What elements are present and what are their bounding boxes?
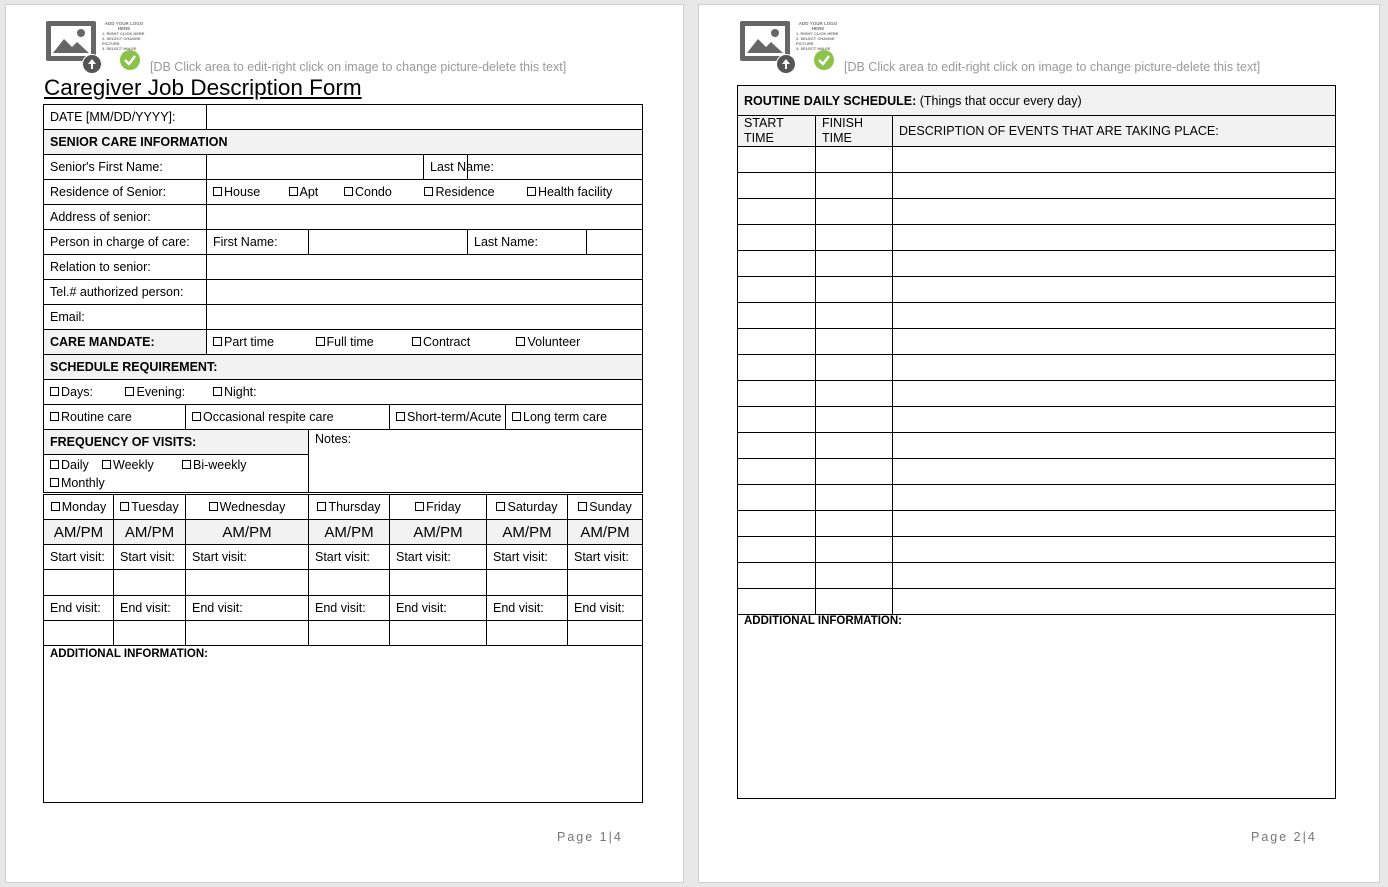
document-page-2 <box>698 4 1380 883</box>
description-field[interactable] <box>893 173 1336 199</box>
finish-time-field[interactable] <box>816 381 893 407</box>
finish-time-field[interactable] <box>816 251 893 277</box>
start-time-field[interactable] <box>738 303 816 329</box>
notes-label: Notes: <box>315 432 352 446</box>
additional-info-field[interactable] <box>44 646 643 803</box>
start-time-field[interactable] <box>738 511 816 537</box>
description-field[interactable] <box>893 199 1336 225</box>
relation-field[interactable] <box>207 255 643 280</box>
finish-time-field[interactable] <box>816 355 893 381</box>
start-visit-field[interactable] <box>309 570 390 596</box>
end-visit-field[interactable] <box>114 621 186 646</box>
start-time-field[interactable] <box>738 277 816 303</box>
care-type-routine[interactable]: Routine care <box>44 405 186 430</box>
day-friday[interactable]: Friday <box>390 495 487 520</box>
residence-label: Residence of Senior: <box>44 180 207 205</box>
person-in-charge-label: Person in charge of care: <box>44 230 207 255</box>
checkbox-icon[interactable] <box>344 187 353 196</box>
start-time-field[interactable] <box>738 225 816 251</box>
frequency-option-monthly[interactable]: Monthly <box>50 474 105 492</box>
start-time-field[interactable] <box>738 173 816 199</box>
end-visit-label: End visit: <box>44 596 114 621</box>
care-type-long-term[interactable]: Long term care <box>506 405 643 430</box>
frequency-option-bi-weekly[interactable]: Bi-weekly <box>182 456 247 474</box>
checkbox-icon[interactable] <box>317 502 326 511</box>
checkbox-icon[interactable] <box>289 187 298 196</box>
mandate-option-full-time[interactable]: Full time <box>316 335 409 349</box>
senior-last-name-label: Last Name: <box>424 155 468 180</box>
schedule-row <box>738 433 1336 459</box>
start-visit-field[interactable] <box>568 570 643 596</box>
checkbox-icon[interactable] <box>415 502 424 511</box>
frequency-option-daily[interactable]: Daily <box>50 456 102 474</box>
logo-hint-text: [DB Click area to edit-right click on image to change picture-delete this text] <box>150 60 567 74</box>
checkbox-icon[interactable] <box>512 412 521 421</box>
finish-time-field[interactable] <box>816 173 893 199</box>
notes-field[interactable] <box>309 430 643 493</box>
description-field[interactable] <box>893 589 1336 615</box>
start-time-field[interactable] <box>738 459 816 485</box>
page-title: Caregiver Job Description Form <box>44 75 362 100</box>
finish-time-field[interactable] <box>816 563 893 589</box>
additional-info-field[interactable] <box>738 615 1336 799</box>
description-field[interactable] <box>893 407 1336 433</box>
start-visit-label: Start visit: <box>390 545 487 570</box>
checkbox-icon[interactable] <box>213 337 222 346</box>
start-time-field[interactable] <box>738 251 816 277</box>
start-time-field[interactable] <box>738 563 816 589</box>
schedule-row <box>738 303 1336 329</box>
description-field[interactable] <box>893 485 1336 511</box>
start-visit-field[interactable] <box>487 570 568 596</box>
start-time-header: START TIME <box>738 116 816 147</box>
start-visit-label: Start visit: <box>568 545 643 570</box>
mandate-option-part-time[interactable]: Part time <box>213 335 312 349</box>
schedule-row <box>738 511 1336 537</box>
checkbox-icon[interactable] <box>209 502 218 511</box>
end-visit-field[interactable] <box>487 621 568 646</box>
start-time-field[interactable] <box>738 329 816 355</box>
day-saturday[interactable]: Saturday <box>487 495 568 520</box>
start-visit-label: Start visit: <box>44 545 114 570</box>
schedule-row <box>738 277 1336 303</box>
frequency-options <box>44 455 309 493</box>
person-first-name-label: First Name: <box>207 230 309 255</box>
ampm-tuesday[interactable]: AM/PM <box>114 520 186 545</box>
description-field[interactable] <box>893 511 1336 537</box>
checkbox-icon[interactable] <box>496 502 505 511</box>
senior-care-form <box>43 104 643 493</box>
additional-info-label: ADDITIONAL INFORMATION: <box>744 615 903 627</box>
address-field[interactable] <box>207 205 643 230</box>
description-field[interactable] <box>893 329 1336 355</box>
schedule-row <box>738 589 1336 615</box>
routine-note: (Things that occur every day) <box>919 93 1082 108</box>
end-visit-input-row <box>44 621 643 646</box>
mandate-option-contract[interactable]: Contract <box>412 335 513 349</box>
residence-option-health-facility[interactable]: Health facility <box>527 185 612 199</box>
description-field[interactable] <box>893 537 1336 563</box>
start-visit-label: Start visit: <box>114 545 186 570</box>
schedule-row <box>738 173 1336 199</box>
end-visit-label: End visit: <box>568 596 643 621</box>
description-field[interactable] <box>893 225 1336 251</box>
start-visit-label: Start visit: <box>186 545 309 570</box>
person-last-name-field[interactable] <box>587 230 643 255</box>
senior-first-name-label: Senior's First Name: <box>44 155 207 180</box>
start-visit-field[interactable] <box>186 570 309 596</box>
person-first-name-field[interactable] <box>309 230 468 255</box>
finish-time-header: FINISH TIME <box>816 116 893 147</box>
schedule-row <box>738 147 1336 173</box>
checkbox-icon[interactable] <box>192 412 201 421</box>
start-time-field[interactable] <box>738 485 816 511</box>
description-field[interactable] <box>893 563 1336 589</box>
mandate-option-volunteer[interactable]: Volunteer <box>516 335 580 349</box>
date-field[interactable] <box>207 105 643 130</box>
residence-options <box>207 180 643 205</box>
care-type-short-term[interactable]: Short-term/Acute <box>390 405 506 430</box>
checkbox-icon[interactable] <box>316 337 325 346</box>
description-field[interactable] <box>893 381 1336 407</box>
finish-time-field[interactable] <box>816 407 893 433</box>
checkbox-icon[interactable] <box>102 460 111 469</box>
end-visit-label: End visit: <box>186 596 309 621</box>
residence-option-house[interactable]: House <box>213 185 285 199</box>
end-visit-label: End visit: <box>487 596 568 621</box>
checkbox-icon[interactable] <box>213 387 222 396</box>
schedule-row <box>738 537 1336 563</box>
schedule-row <box>738 329 1336 355</box>
senior-first-name-field[interactable] <box>207 155 424 180</box>
checkbox-icon[interactable] <box>50 412 59 421</box>
schedule-rows <box>738 147 1336 615</box>
schedule-options <box>44 380 643 405</box>
checkbox-icon[interactable] <box>50 460 59 469</box>
finish-time-field[interactable] <box>816 329 893 355</box>
upload-icon <box>82 54 102 74</box>
checkbox-icon[interactable] <box>50 478 59 487</box>
start-visit-input-row <box>44 570 643 596</box>
care-type-occasional[interactable]: Occasional respite care <box>186 405 390 430</box>
logo-text: ADD YOUR LOGO HERE 1. RIGHT CLICK HERE 2. SELECT CHANGE PICTURE 3. SELECT IMAGE <box>102 21 145 51</box>
tel-label: Tel.# authorized person: <box>44 280 207 305</box>
senior-section-header: SENIOR CARE INFORMATION <box>44 130 643 155</box>
description-field[interactable] <box>893 277 1336 303</box>
checkbox-icon[interactable] <box>527 187 536 196</box>
routine-label: ROUTINE DAILY SCHEDULE: <box>744 93 917 108</box>
finish-time-field[interactable] <box>816 225 893 251</box>
ampm-row <box>44 520 643 545</box>
end-visit-label: End visit: <box>390 596 487 621</box>
routine-header <box>738 86 1336 116</box>
day-sunday[interactable]: Sunday <box>568 495 643 520</box>
description-field[interactable] <box>893 303 1336 329</box>
logo-placeholder[interactable] <box>738 19 838 75</box>
start-time-field[interactable] <box>738 199 816 225</box>
checkbox-icon[interactable] <box>578 502 587 511</box>
schedule-row <box>738 563 1336 589</box>
end-visit-field[interactable] <box>44 621 114 646</box>
checkbox-icon[interactable] <box>125 387 134 396</box>
checkbox-icon[interactable] <box>120 502 129 511</box>
ampm-wednesday[interactable]: AM/PM <box>186 520 309 545</box>
end-visit-field[interactable] <box>568 621 643 646</box>
finish-time-field[interactable] <box>816 303 893 329</box>
residence-option-residence[interactable]: Residence <box>424 185 523 199</box>
end-visit-field[interactable] <box>186 621 309 646</box>
address-label: Address of senior: <box>44 205 207 230</box>
schedule-option-days[interactable]: Days: <box>50 385 122 399</box>
schedule-row <box>738 381 1336 407</box>
finish-time-field[interactable] <box>816 199 893 225</box>
finish-time-field[interactable] <box>816 277 893 303</box>
start-time-field[interactable] <box>738 433 816 459</box>
finish-time-field[interactable] <box>816 511 893 537</box>
upload-icon <box>776 54 796 74</box>
start-time-field[interactable] <box>738 381 816 407</box>
description-field[interactable] <box>893 251 1336 277</box>
start-visit-label: Start visit: <box>487 545 568 570</box>
logo-placeholder[interactable] <box>44 19 144 75</box>
schedule-option-evening[interactable]: Evening: <box>125 385 209 399</box>
day-monday[interactable]: Monday <box>44 495 114 520</box>
care-mandate-label: CARE MANDATE: <box>44 330 207 355</box>
start-visit-label: Start visit: <box>309 545 390 570</box>
checkbox-icon[interactable] <box>396 412 405 421</box>
person-last-name-label: Last Name: <box>468 230 587 255</box>
schedule-row <box>738 459 1336 485</box>
end-visit-field[interactable] <box>390 621 487 646</box>
checkbox-icon[interactable] <box>182 460 191 469</box>
schedule-row <box>738 251 1336 277</box>
checkbox-icon[interactable] <box>51 502 60 511</box>
document-page-1 <box>5 4 684 883</box>
check-icon <box>120 50 140 70</box>
email-label: Email: <box>44 305 207 330</box>
residence-option-apt[interactable]: Apt <box>289 185 341 199</box>
ampm-monday[interactable]: AM/PM <box>44 520 114 545</box>
start-visit-row <box>44 545 643 570</box>
end-visit-label: End visit: <box>114 596 186 621</box>
check-icon <box>814 50 834 70</box>
start-time-field[interactable] <box>738 147 816 173</box>
checkbox-icon[interactable] <box>412 337 421 346</box>
date-label: DATE [MM/DD/YYYY]: <box>44 105 207 130</box>
description-field[interactable] <box>893 459 1336 485</box>
day-wednesday[interactable]: Wednesday <box>186 495 309 520</box>
ampm-friday[interactable]: AM/PM <box>390 520 487 545</box>
start-time-field[interactable] <box>738 537 816 563</box>
finish-time-field[interactable] <box>816 589 893 615</box>
end-visit-row <box>44 596 643 621</box>
finish-time-field[interactable] <box>816 537 893 563</box>
finish-time-field[interactable] <box>816 485 893 511</box>
schedule-row <box>738 225 1336 251</box>
residence-option-condo[interactable]: Condo <box>344 185 421 199</box>
start-visit-field[interactable] <box>44 570 114 596</box>
start-visit-field[interactable] <box>390 570 487 596</box>
visit-days-row <box>44 495 643 520</box>
visits-table <box>43 494 643 803</box>
day-tuesday[interactable]: Tuesday <box>114 495 186 520</box>
page-footer-1: Page 1|4 <box>557 830 623 844</box>
end-visit-label: End visit: <box>309 596 390 621</box>
description-header: DESCRIPTION OF EVENTS THAT ARE TAKING PLACE: <box>893 116 1336 147</box>
frequency-label: FREQUENCY OF VISITS: <box>44 430 309 455</box>
schedule-row <box>738 199 1336 225</box>
start-time-field[interactable] <box>738 355 816 381</box>
ampm-saturday[interactable]: AM/PM <box>487 520 568 545</box>
start-time-field[interactable] <box>738 407 816 433</box>
schedule-row <box>738 355 1336 381</box>
start-time-field[interactable] <box>738 589 816 615</box>
routine-schedule-table <box>737 85 1336 799</box>
finish-time-field[interactable] <box>816 459 893 485</box>
description-field[interactable] <box>893 433 1336 459</box>
checkbox-icon[interactable] <box>424 187 433 196</box>
checkbox-icon[interactable] <box>213 187 222 196</box>
ampm-sunday[interactable]: AM/PM <box>568 520 643 545</box>
additional-info-label: ADDITIONAL INFORMATION: <box>50 648 209 660</box>
end-visit-field[interactable] <box>309 621 390 646</box>
finish-time-field[interactable] <box>816 147 893 173</box>
checkbox-icon[interactable] <box>516 337 525 346</box>
schedule-option-night[interactable]: Night: <box>213 385 257 399</box>
schedule-requirement-header: SCHEDULE REQUIREMENT: <box>44 355 643 380</box>
description-field[interactable] <box>893 147 1336 173</box>
ampm-thursday[interactable]: AM/PM <box>309 520 390 545</box>
email-field[interactable] <box>207 305 643 330</box>
description-field[interactable] <box>893 355 1336 381</box>
tel-field[interactable] <box>207 280 643 305</box>
schedule-row <box>738 485 1336 511</box>
finish-time-field[interactable] <box>816 433 893 459</box>
page-footer-2: Page 2|4 <box>1251 830 1317 844</box>
logo-text: ADD YOUR LOGO HERE 1. RIGHT CLICK HERE 2. SELECT CHANGE PICTURE 3. SELECT IMAGE <box>796 21 839 51</box>
day-thursday[interactable]: Thursday <box>309 495 390 520</box>
relation-label: Relation to senior: <box>44 255 207 280</box>
mandate-options <box>207 330 643 355</box>
schedule-row <box>738 407 1336 433</box>
logo-hint-text: [DB Click area to edit-right click on image to change picture-delete this text] <box>844 60 1261 74</box>
start-visit-field[interactable] <box>114 570 186 596</box>
checkbox-icon[interactable] <box>50 387 59 396</box>
frequency-option-weekly[interactable]: Weekly <box>102 456 182 474</box>
